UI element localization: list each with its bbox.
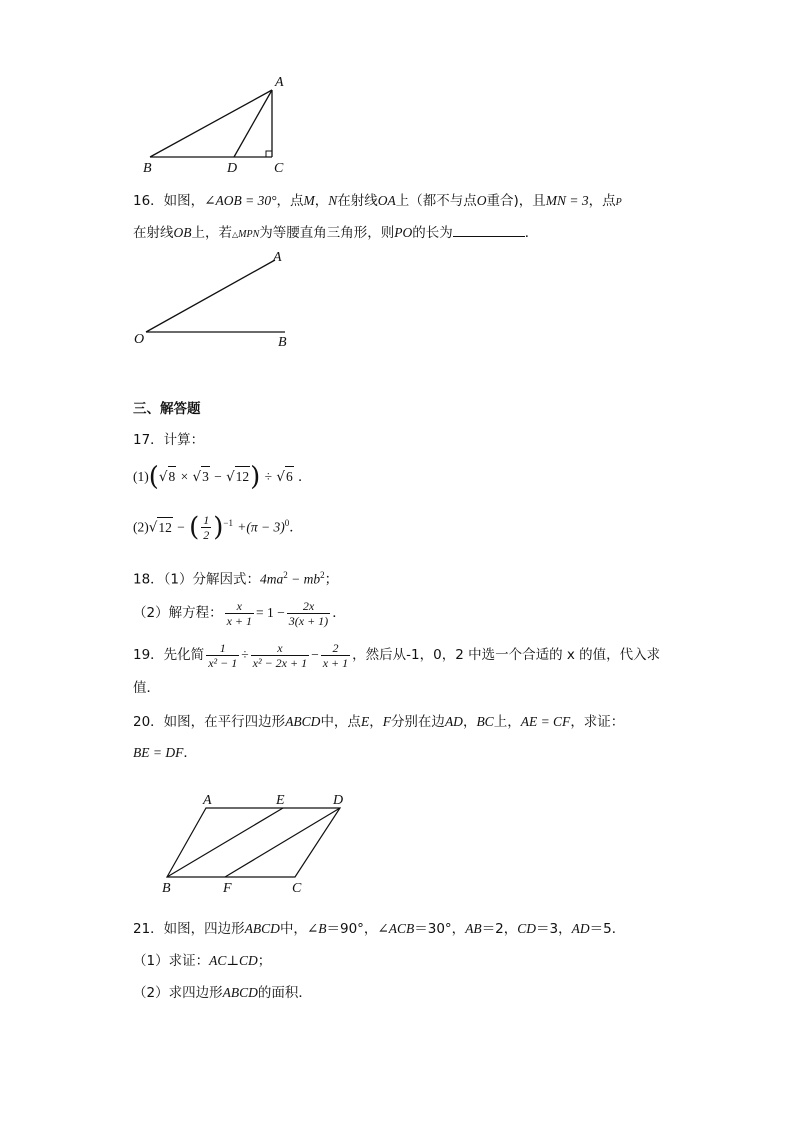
q17-part1: (1)(√8 × √3 − √12) ÷ √6 ．	[133, 462, 312, 492]
segment-be	[167, 808, 283, 877]
label-b: B	[162, 881, 171, 896]
label-a: A	[273, 250, 282, 265]
fraction-2: $\frac{x}{\text{x² − 2x + 1}}$	[252, 640, 308, 670]
label-b: B	[278, 335, 287, 350]
q16-line1: 16．如图，∠AOB = 30°，点M，N在射线OA上（都不与点O重合)，且MN = 3，点P	[133, 193, 622, 209]
q17-title: 17．计算：	[133, 432, 205, 448]
angle-figure	[130, 248, 300, 353]
label-a: A	[275, 75, 284, 90]
parallelogram-abcd	[167, 808, 340, 877]
fraction-half: $\frac{1}{2}$	[203, 513, 210, 542]
label-o: O	[134, 332, 145, 347]
answer-blank[interactable]	[453, 222, 525, 237]
q16-line2: 在射线OB上，若△MPN为等腰直角三角形，则PO的长为 ．	[133, 222, 538, 245]
q20-line2: BE = DF．	[133, 745, 197, 761]
q21-line1: 21．如图，四边形ABCD中，∠B＝90°，∠ACB＝30°，AB＝2，CD＝3，AD＝5．	[133, 921, 626, 937]
fraction-1: $\frac{1}{\text{x² − 1}}$	[208, 640, 238, 670]
q21-part1: （1）求证：AC⊥CD；	[133, 953, 272, 969]
segment-df	[225, 808, 340, 877]
label-f: F	[223, 881, 232, 896]
q19-line1: 19．先化简 $\frac{1}{\text{x² − 1}}$ ÷ $\frac{x}{\text{x² − 2x + 1}}$ − $\frac{2}{x + 1}$ ，然后从-1，0，2 中选一个合适的 x 的值，代入求	[133, 640, 661, 670]
q19-line2: 值．	[133, 680, 160, 696]
triangle-figure	[140, 70, 300, 180]
fraction-2: $\frac{2x}{3(x + 1)}$	[288, 598, 329, 628]
label-b: B	[143, 161, 152, 176]
label-e: E	[276, 793, 285, 808]
q20-line1: 20．如图，在平行四边形ABCD中，点E，F分别在边AD，BC上，AE = CF，求证：	[133, 714, 625, 730]
section-title: 三、解答题	[133, 401, 201, 417]
q17-part2: (2)√12 − ( $\frac{1}{2}$ )$^{-1} +(\pi - 3)^0$．	[133, 512, 303, 543]
fraction-1: $\frac{x}{x + 1}$	[226, 598, 253, 628]
fraction-3: $\frac{2}{x + 1}$	[322, 640, 349, 670]
q18-part1: 18．（1）分解因式：$4ma^2 - mb^2$；	[133, 570, 339, 588]
q21-part2: （2）求四边形ABCD的面积．	[133, 985, 312, 1001]
parallelogram-figure	[155, 788, 365, 898]
ray-oa	[146, 260, 275, 332]
label-a: A	[203, 793, 212, 808]
right-angle-mark	[266, 151, 272, 157]
label-c: C	[274, 161, 284, 176]
q18-part2: （2）解方程： $\frac{x}{x + 1}$ = 1 − $\frac{2x}{3(x + 1)}$ ．	[133, 598, 346, 628]
label-c: C	[292, 881, 302, 896]
label-d: D	[227, 161, 238, 176]
label-d: D	[333, 793, 344, 808]
